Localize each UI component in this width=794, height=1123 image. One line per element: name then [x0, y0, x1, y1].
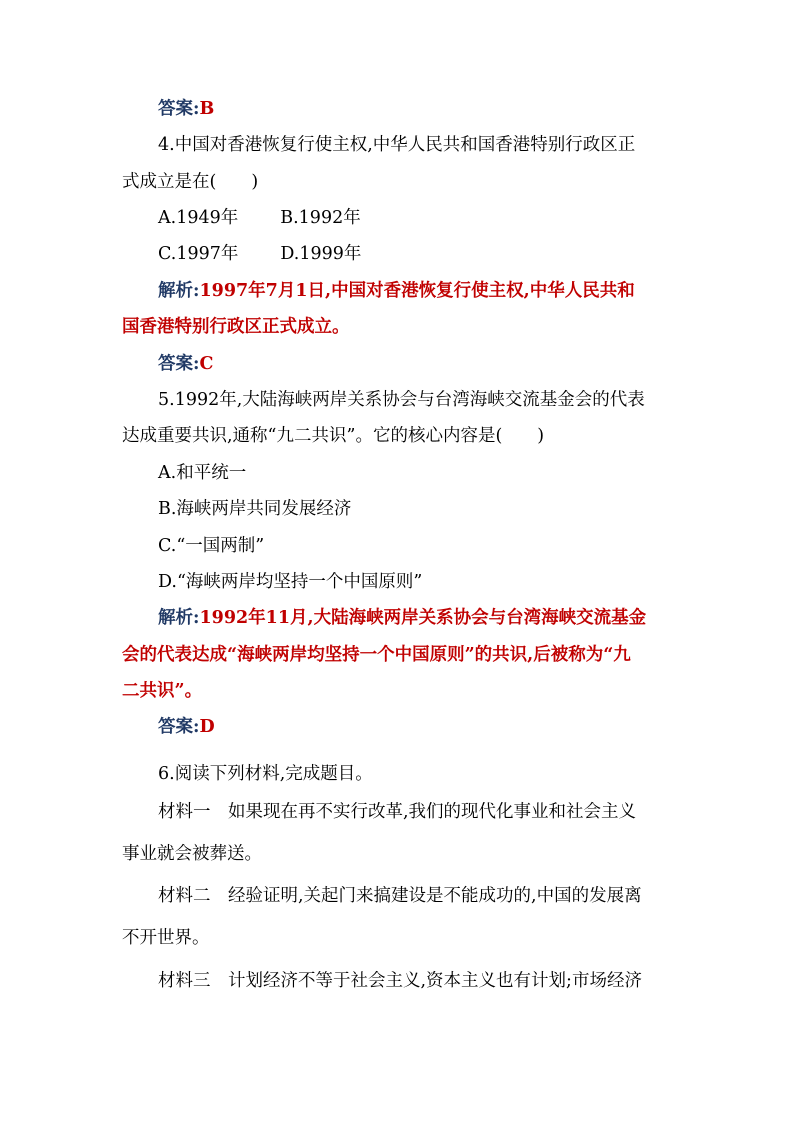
analysis-text: 国香港特别行政区正式成立。	[122, 317, 350, 337]
question-5-option-d: D.“海峡两岸均坚持一个中国原则”	[158, 572, 423, 592]
material-2-line-2: 不开世界。	[122, 928, 210, 948]
analysis-text: 会的代表达成“海峡两岸均坚持一个中国原则”的共识,后被称为“九	[122, 645, 631, 665]
question-5-option-a: A.和平统一	[158, 463, 247, 483]
option-a: A.1949年	[158, 208, 239, 228]
question-5-option-b: B.海峡两岸共同发展经济	[158, 499, 352, 519]
answer-line-c	[158, 353, 213, 375]
option-d: D.1999年	[280, 244, 362, 264]
question-5-line-2: 达成重要共识,通称“九二共识”。它的核心内容是( )	[122, 426, 545, 446]
question-5-analysis-line-3	[122, 680, 202, 702]
answer-line-d	[158, 716, 215, 738]
option-c: C.1997年	[158, 244, 239, 264]
question-5-line-1: 5.1992年,大陆海峡两岸关系协会与台湾海峡交流基金会的代表	[158, 390, 645, 410]
question-4-options-cd	[158, 243, 361, 265]
question-4-analysis-line-1	[158, 280, 635, 302]
question-6-intro: 6.阅读下列材料,完成题目。	[158, 764, 373, 784]
answer-label: 答案:	[158, 99, 200, 119]
analysis-text: 1992年11月,大陆海峡两岸关系协会与台湾海峡交流基金	[199, 608, 647, 628]
question-5-analysis-line-2	[122, 644, 631, 666]
question-4-line-1: 4.中国对香港恢复行使主权,中华人民共和国香港特别行政区正	[158, 135, 636, 155]
question-5-option-c: C.“一国两制”	[158, 536, 265, 556]
analysis-text: 二共识”。	[122, 681, 203, 701]
answer-line-b	[158, 98, 214, 120]
analysis-text: 1997年7月1日,中国对香港恢复行使主权,中华人民共和	[199, 281, 635, 301]
answer-label: 答案:	[158, 717, 200, 737]
answer-value: C	[199, 354, 214, 374]
option-b: B.1992年	[280, 208, 361, 228]
material-2-line-1: 材料二 经验证明,关起门来搞建设是不能成功的,中国的发展离	[158, 886, 642, 906]
question-4-options-ab	[158, 207, 361, 229]
material-3-line-1: 材料三 计划经济不等于社会主义,资本主义也有计划;市场经济	[158, 971, 642, 991]
material-1-line-1: 材料一 如果现在再不实行改革,我们的现代化事业和社会主义	[158, 802, 637, 822]
analysis-label: 解析:	[158, 608, 200, 628]
answer-label: 答案:	[158, 354, 200, 374]
analysis-label: 解析:	[158, 281, 200, 301]
question-4-line-2: 式成立是在( )	[122, 172, 259, 192]
answer-value: B	[199, 99, 215, 119]
question-4-analysis-line-2	[122, 316, 350, 338]
answer-value: D	[199, 717, 215, 737]
question-5-analysis-line-1	[158, 607, 646, 629]
material-1-line-2: 事业就会被葬送。	[122, 844, 262, 864]
